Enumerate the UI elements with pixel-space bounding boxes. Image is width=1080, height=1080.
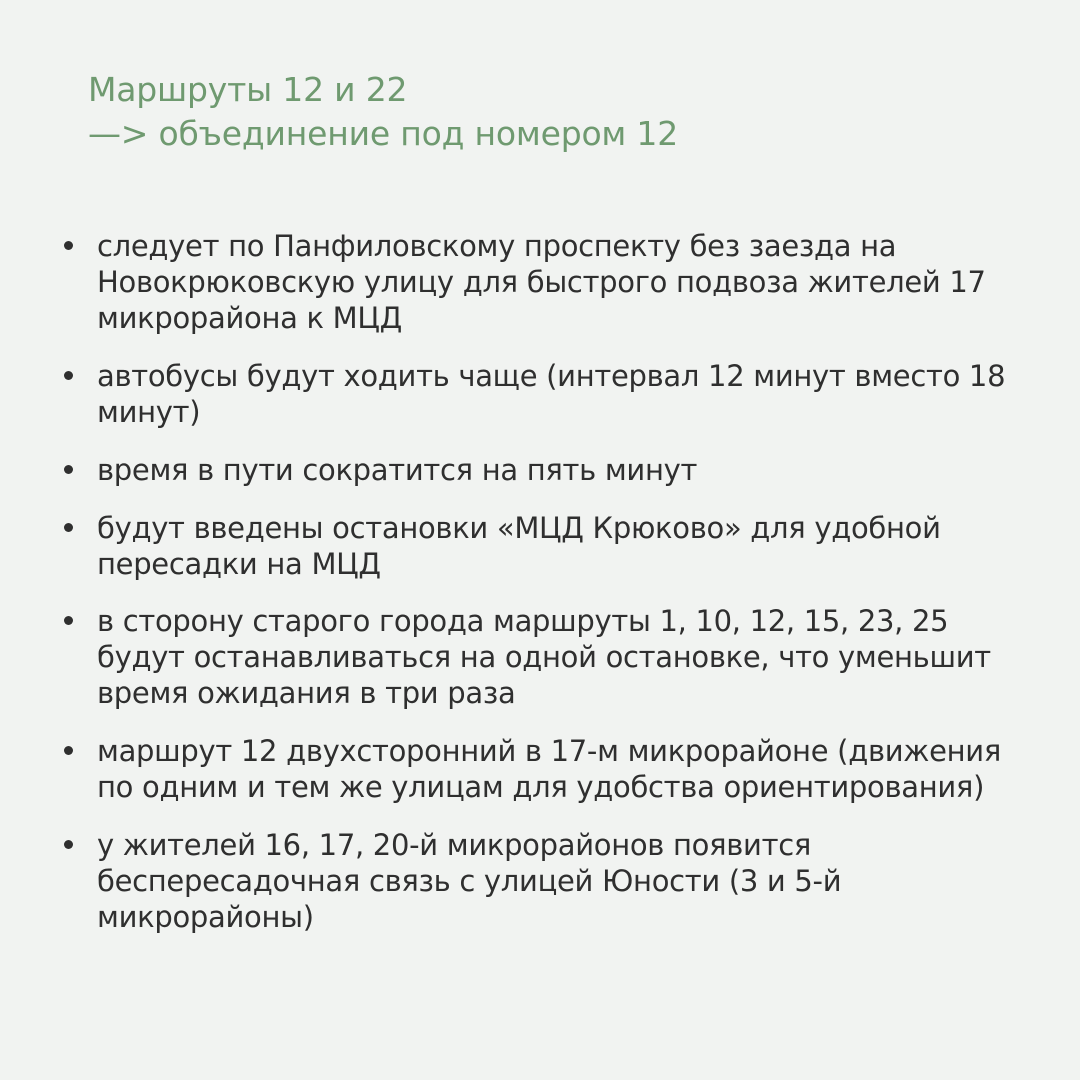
bullet-icon [64,840,73,849]
list-item [0,603,1080,711]
list-item [0,452,1080,488]
bullet-icon [64,371,73,380]
title-line-1: Маршруты 12 и 22 [88,70,408,109]
list-item-text: будут введены остановки «МЦД Крюково» для удобной пересадки на МЦД [97,511,941,581]
title-line-2: —> объединение под номером 12 [88,114,679,153]
list-item-text: маршрут 12 двухсторонний в 17-м микрорайоне (движения по одним и тем же улицам для удобства ориентирования) [97,734,1002,804]
list-item-text: следует по Панфиловскому проспекту без заезда на Новокрюковскую улицу для быстрого подвоза жителей 17 микрорайона к МЦД [97,229,986,335]
list-item-text: у жителей 16, 17, 20-й микрорайонов появится беспересадочная связь с улицей Юности (3 и 5-й микрорайоны) [97,828,842,934]
bullet-icon [64,241,73,250]
bullet-icon [64,746,73,755]
list-item-text: автобусы будут ходить чаще (интервал 12 минут вместо 18 минут) [97,359,1006,429]
bullet-icon [64,465,73,474]
list-item-text: в сторону старого города маршруты 1, 10, 12, 15, 23, 25 будут останавливаться на одной остановке, что уменьшит время ожидания в три раза [97,604,991,710]
page-title [88,68,1028,156]
list-item [0,358,1080,430]
list-item [0,827,1080,935]
list-item [0,228,1080,336]
bullet-icon [64,523,73,532]
bullet-icon [64,616,73,625]
list-item [0,733,1080,805]
bullet-list [0,228,1080,957]
list-item [0,510,1080,582]
list-item-text: время в пути сократится на пять минут [97,453,698,487]
